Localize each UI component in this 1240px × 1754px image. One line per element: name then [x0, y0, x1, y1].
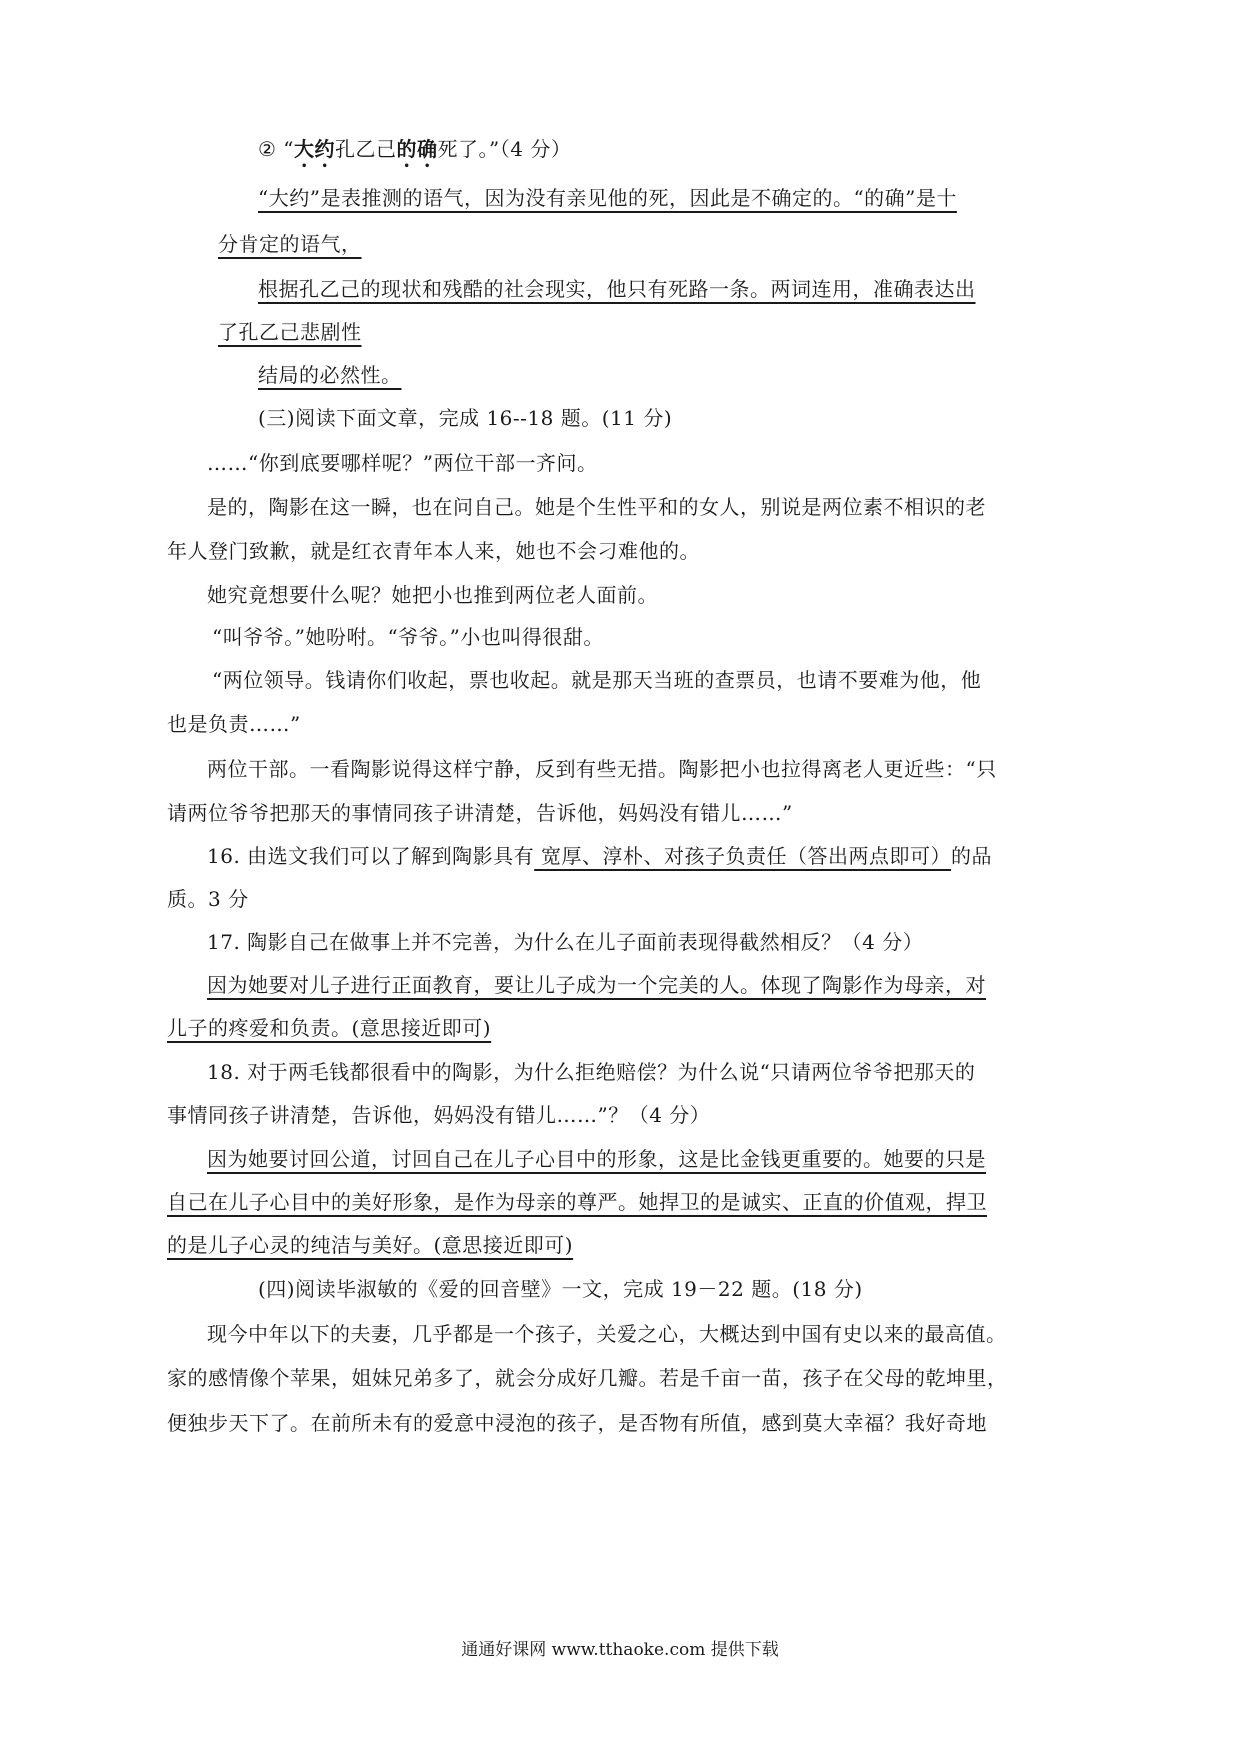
passage4-line: 便独步天下了。在前所未有的爱意中浸泡的孩子，是否物有所值，感到莫大幸福？我好奇地 [167, 1411, 987, 1435]
q2-answer-line: 分肯定的语气， [218, 232, 362, 256]
passage3-line: 两位干部。一看陶影说得这样宁静，反到有些无措。陶影把小也拉得离老人更近些：“只 [207, 757, 997, 781]
passage4-line: 现今中年以下的夫妻，几乎都是一个孩子，关爱之心，大概达到中国有史以来的最高值。 [207, 1322, 1007, 1346]
q2-word-dayue: 大约 [294, 137, 336, 161]
q16-question [207, 842, 992, 870]
q16-text: 16. 由选文我们可以了解到陶影具有 [207, 844, 535, 868]
passage3-line: ……“你到底要哪样呢？”两位干部一齐问。 [207, 451, 598, 475]
passage4-line: 家的感情像个苹果，姐妹兄弟多了，就会分成好几瓣。若是千亩一苗，孩子在父母的乾坤里， [167, 1366, 1008, 1390]
page-footer: 通通好课网 www.tthaoke.com 提供下载 [461, 1640, 779, 1660]
q16-tail: 的品 [951, 844, 993, 868]
passage3-line: 请两位爷爷把那天的事情同孩子讲清楚，告诉他，妈妈没有错儿……” [167, 801, 793, 825]
q2-answer-line: 了孔乙己悲剧性 [218, 320, 362, 344]
passage3-line: 年人登门致歉，就是红衣青年本人来，她也不会刁难他的。 [167, 539, 700, 563]
q18-answer-line: 因为她要讨回公道，讨回自己在儿子心目中的形象，这是比金钱更重要的。她要的只是 [207, 1147, 986, 1171]
q2-word-dique: 的确 [396, 137, 438, 161]
passage3-line: 她究竟想要什么呢？她把小也推到两位老人面前。 [207, 583, 658, 607]
q2-suffix: 死了。”（4 分） [437, 137, 572, 161]
section3-title: (三)阅读下面文章，完成 16--18 题。(11 分) [258, 406, 673, 430]
q16-answer: 宽厚、淳朴、对孩子负责任（答出两点即可） [534, 844, 952, 868]
q2-mid: 孔乙己 [335, 137, 397, 161]
passage3-line: 也是负责……” [167, 712, 301, 736]
q18-question: 事情同孩子讲清楚，告诉他，妈妈没有错儿……”？（4 分） [167, 1103, 711, 1127]
q18-answer-line: 自己在儿子心目中的美好形象，是作为母亲的尊严。她捍卫的是诚实、正直的价值观，捍卫 [167, 1190, 987, 1214]
passage3-line: “两位领导。钱请你们收起，票也收起。就是那天当班的查票员，也请不要难为他，他 [212, 668, 982, 692]
passage3-line: 是的，陶影在这一瞬，也在问自己。她是个生性平和的女人，别说是两位素不相识的老 [207, 495, 986, 519]
q2-answer-line: 根据孔乙己的现状和残酷的社会现实，他只有死路一条。两词连用，准确表达出 [258, 277, 976, 301]
q2-answer-line: 结局的必然性。 [258, 363, 402, 387]
q17-answer-line: 因为她要对儿子进行正面教育，要让儿子成为一个完美的人。体现了陶影作为母亲，对 [207, 973, 986, 997]
q16-question-cont: 质。3 分 [167, 887, 249, 911]
section4-title: (四)阅读毕淑敏的《爱的回音壁》一文，完成 19－22 题。(18 分) [258, 1277, 863, 1301]
q17-question: 17. 陶影自己在做事上并不完善，为什么在儿子面前表现得截然相反？（4 分） [207, 930, 924, 954]
q17-answer-line: 儿子的疼爱和负责。(意思接近即可) [167, 1016, 492, 1040]
q2-prefix: ② “ [258, 137, 295, 161]
passage3-line: “叫爷爷。”她吩咐。“爷爷。”小也叫得很甜。 [212, 625, 604, 649]
q2-answer-line: “大约”是表推测的语气，因为没有亲见他的死，因此是不确定的。“的确”是十 [258, 186, 957, 210]
q2-heading [258, 135, 571, 172]
q18-question: 18. 对于两毛钱都很看中的陶影，为什么拒绝赔偿？为什么说“只请两位爷爷把那天的 [207, 1060, 976, 1084]
q18-answer-line: 的是儿子心灵的纯洁与美好。(意思接近即可) [167, 1233, 574, 1257]
